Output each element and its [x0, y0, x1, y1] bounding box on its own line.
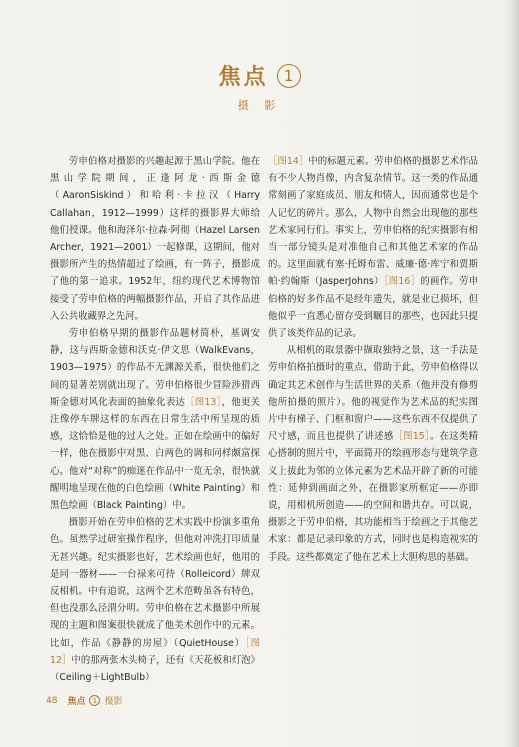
- paragraph: [268, 342, 478, 566]
- paragraph-text: 的画作。劳申伯格的好多作品不是经年遗失，就是业已损坏，但他似乎一直悉心留存受到瞩目的那些，也因此只提供了该类作品的记录。: [268, 276, 478, 340]
- paragraph: [268, 153, 478, 342]
- footer-number-badge: 1: [89, 695, 100, 706]
- left-text-column: [50, 153, 260, 686]
- paragraph-text: 。在这类精心搭制的照片中，平面简开的绘画形态与建筑学意义上拔此为邻的立体元素为艺术品开辟了新的可能性：延伸到画面之外，在摄影家所框定——亦即说，用相机所创造——的空间和谐共存。可以说，摄影之于劳申伯格，其功能相当于绘画之于其他艺术家：都是记录印象的方式，同时也是构造视实的手段。这些都奠定了他在艺术上大胆构思的基础。: [268, 431, 478, 563]
- paragraph-text: 从相机的取景器中撷取独特之景，这一手法是劳申伯格拍摄时的重点，借助于此，劳申伯格得以确定其艺术创作与生活世界的关系（他并没有修剪他所拍摄的照片）。他的视觉作为艺术品的纪实图片中有梯子、门框和窗户——这些东西不仅提供了尺寸感，而且也提供了讲述感: [268, 345, 478, 443]
- figure-reference: ［图13］: [185, 396, 222, 408]
- paragraph-text: 摄影开始在劳申伯格的艺术实践中扮演多重角色。虽然学过研室操作程序，但他对冲洗打印质量无甚兴趣。纪实摄影也好，艺术绘画也好，他用的是同一器材——一台禄来可待（Rolleicord）牌双反相机。中有追说，这两个艺术范畴虽各有特色，但也没那么泾渭分明。劳申伯格在艺术摄影中所展现的主题和图案很快就成了他美术创作中的元素。比如，作品《静静的房屋》（QuietHouse）: [50, 517, 260, 649]
- figure-reference: ［图15］: [393, 431, 430, 443]
- chapter-title-row: [218, 60, 300, 91]
- paragraph-text: 中的那两张木头椅子，还有《天花板和灯泡》（Ceiling＋LightBulb）: [50, 654, 260, 684]
- paragraph-text: ，他更关注像停车牌这样的东西在日常生活中所呈现的质感，这恰恰是他的过人之处。正如在绘画中的偏好一样，他在摄影中对黑、白两色的调和同样颇富探心。他对“对称”的痴迷在作品中一览无余，很快就醒明地呈现在他的白色绘画（White Painting）和黑色绘画（Black Painting）中。: [50, 396, 260, 512]
- paragraph: [50, 325, 260, 514]
- paragraph-text: 劳申伯格早期的摄影作品题材简朴，基调安静，这与西斯金德和沃克·伊文思（WalkEvans，1903—1975）的作品不无渊源关系，很快他们之间的显著差别就出现了。劳申伯格很少冒险涉猎西斯金德对风化表面的抽象化表达: [50, 328, 260, 408]
- figure-reference: ［图16］: [383, 276, 421, 288]
- chapter-title: 焦点: [218, 64, 269, 90]
- footer-section: 摄影: [104, 697, 123, 707]
- chapter-subtitle: 摄 影: [237, 99, 282, 112]
- figure-reference: ［图14］: [268, 156, 309, 167]
- paragraph-text: 劳申伯格对摄影的兴趣起源于黑山学院。他在黑山学院期间，正逢阿龙·西斯金德（AaronSiskind）和哈利·卡拉汉（Harry Callahan，1912—1999）这样的摄影界大师给他们授课。他和海泽尔·拉森·阿彻（Hazel Larsen Archer，1921—2001）一起修课，这期间，他对摄影所产生的热情超过了绘画，有一阵子，摄影成了他的第一追求。1952年，纽约现代艺术博物馆接受了劳申伯格的两幅摄影作品，开启了其作品进入公共收藏界之先河。: [50, 156, 260, 322]
- chapter-number-badge: 1: [277, 64, 301, 88]
- chapter-header: [0, 60, 519, 113]
- paragraph-text: 中的标题元素。劳申伯格的摄影艺术作品有不少人物肖像，内含复杂情节。这一类的作品通常刻画了家庭成员、朋友和情人，因而通常也是个人记忆的碎片。那么，人物中自然会出现他的那些艺术家同行们。事实上，劳申伯格的纪实摄影有相当一部分镜头是对准他自己和其他艺术家的作品的。这里面就有塞·托姆布雷、威廉·德·库宁和贾斯帕·约翰斯（JasperJohns）: [268, 156, 478, 288]
- figure-reference: ［图12］: [50, 637, 261, 666]
- page-number: 48: [46, 695, 58, 706]
- footer-title: 焦点: [67, 697, 86, 707]
- paragraph: [50, 514, 260, 686]
- right-text-column: [268, 153, 478, 566]
- page-footer: [46, 694, 122, 707]
- paragraph: [50, 153, 260, 325]
